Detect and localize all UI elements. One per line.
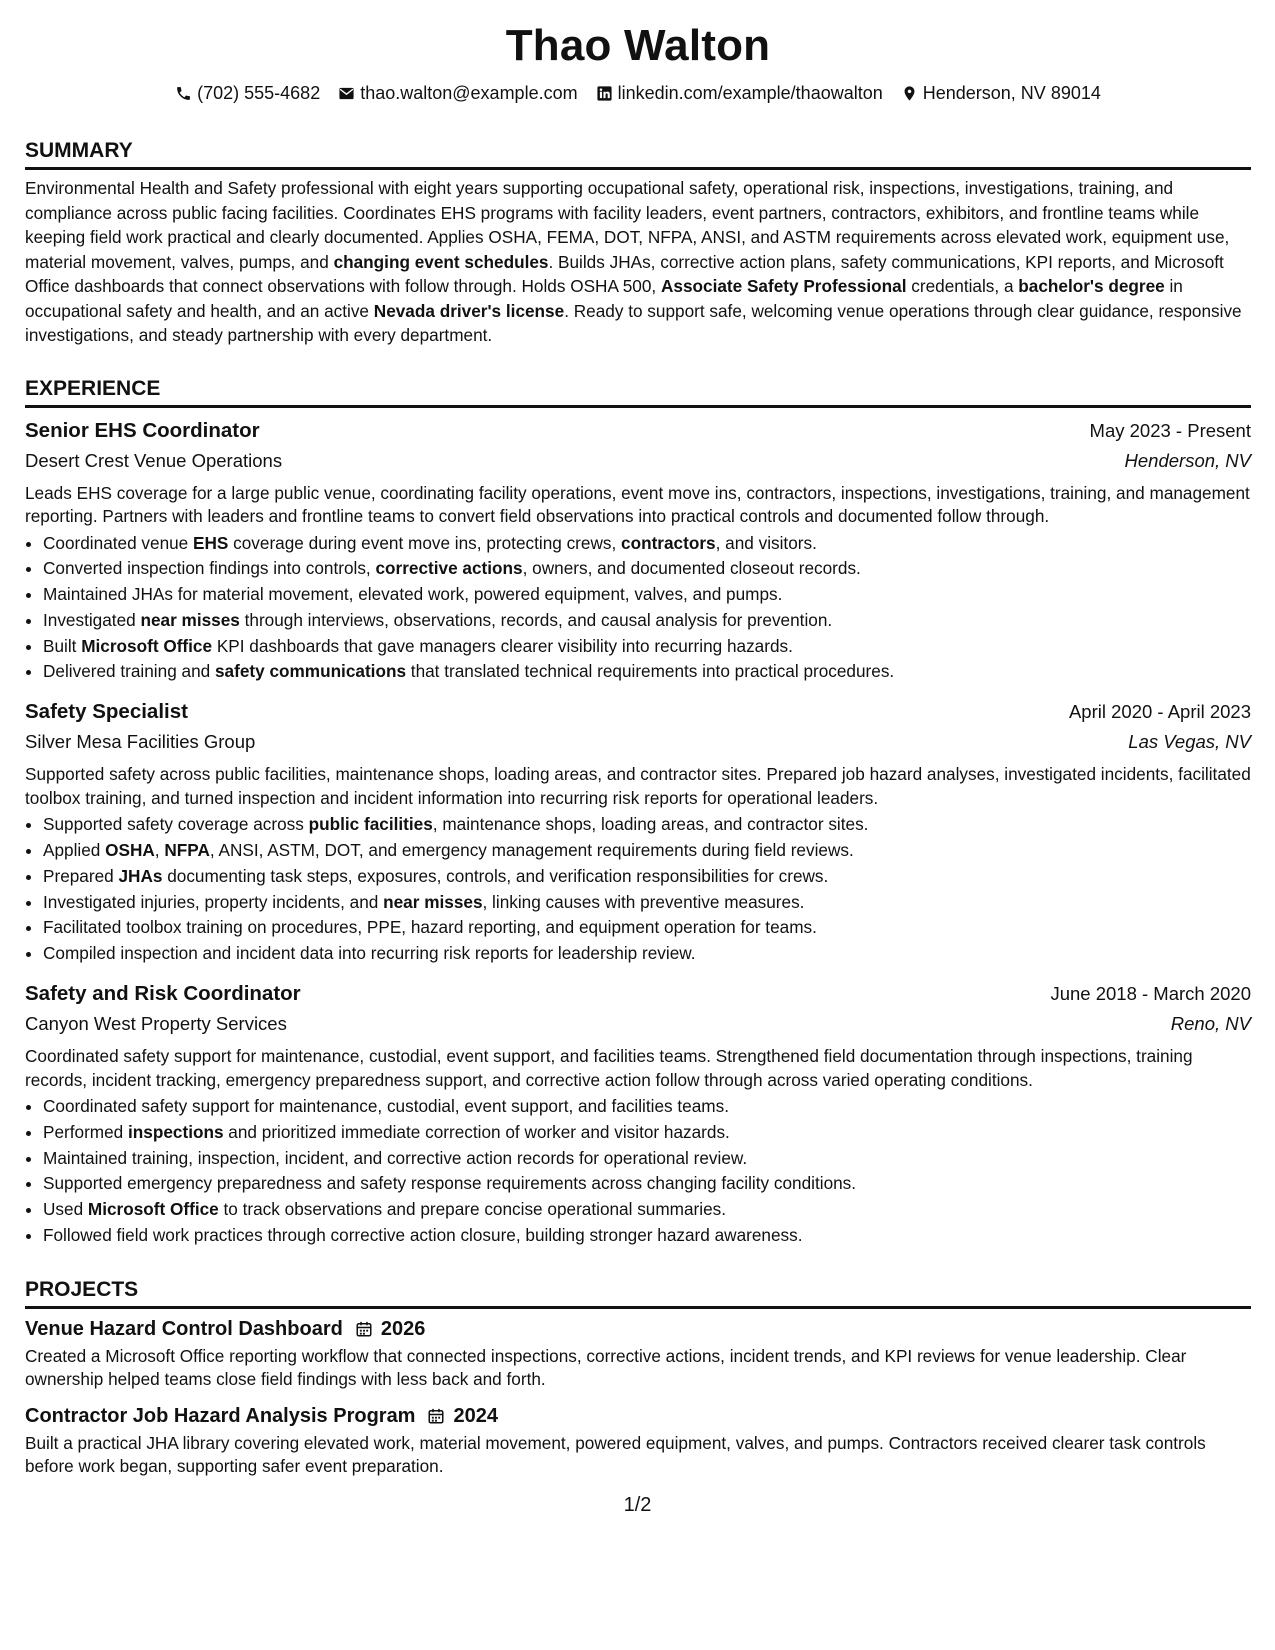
contact-phone-text: (702) 555-4682	[197, 83, 321, 103]
projects-section	[25, 1277, 1251, 1479]
bullet-item: • Converted inspection findings into controls, corrective actions, owners, and documented closeout records.	[43, 556, 1251, 582]
contact-email-text[interactable]: thao.walton@example.com	[360, 83, 578, 103]
bullet-item: • Coordinated venue EHS coverage during event move ins, protecting crews, contractors, and visitors.	[43, 531, 1251, 557]
candidate-name: Thao Walton	[505, 21, 771, 70]
job-entry	[25, 979, 1251, 1249]
bullet-item: • Delivered training and safety communications that translated technical requirements into practical procedures.	[43, 659, 1251, 685]
bullet-item: • Used Microsoft Office to track observations and prepare concise operational summaries.	[43, 1197, 1251, 1223]
job-entry	[25, 416, 1251, 686]
job-dates: May 2023 - Present	[1089, 419, 1251, 441]
job-location: Las Vegas, NV	[1128, 731, 1251, 753]
bullet-item: • Prepared JHAs documenting task steps, exposures, controls, and verification responsibilities for crews.	[43, 864, 1251, 890]
job-company: Desert Crest Venue Operations	[25, 449, 283, 471]
job-description: Coordinated safety support for maintenance, custodial, event support, and facilities teams. Strengthened field documentation through inspections, training records, incident tracking, emergency preparedness support, and corrective action follow through across varied operating conditions.	[25, 1046, 1193, 1090]
contact-location-text: Henderson, NV 89014	[922, 83, 1101, 103]
contact-bar	[25, 80, 1251, 106]
project-description: Created a Microsoft Office reporting workflow that connected inspections, corrective actions, incident trends, and KPI reviews for venue leadership. Clear ownership helped teams close field findings with less back and forth.	[25, 1345, 1187, 1390]
section-title-projects: PROJECTS	[25, 1277, 1251, 1309]
job-company: Canyon West Property Services	[25, 1013, 287, 1035]
contact-linkedin[interactable]	[596, 80, 883, 106]
location-pin-icon	[901, 85, 918, 102]
bullet-item: • Supported safety coverage across public facilities, maintenance shops, loading areas, and contractor sites.	[43, 812, 1251, 838]
job-company: Silver Mesa Facilities Group	[25, 731, 256, 753]
bullet-item: • Facilitated toolbox training on procedures, PPE, hazard reporting, and equipment operation for teams.	[43, 915, 1251, 941]
job-entry	[25, 697, 1251, 967]
bullet-item: • Investigated near misses through interviews, observations, records, and causal analysis for prevention.	[43, 608, 1251, 634]
job-title: Senior EHS Coordinator	[25, 418, 260, 442]
job-location: Reno, NV	[1170, 1013, 1251, 1035]
experience-section	[25, 376, 1251, 1249]
bullet-item: • Performed inspections and prioritized immediate correction of worker and visitor hazards.	[43, 1120, 1251, 1146]
job-title: Safety Specialist	[25, 700, 188, 724]
page-number: 1/2	[623, 1494, 652, 1516]
contact-linkedin-text[interactable]: linkedin.com/example/thaowalton	[617, 83, 883, 103]
job-description: Supported safety across public facilities, maintenance shops, loading areas, and contractor sites. Prepared job hazard analyses, investigated incidents, facilitated toolbox training, and turned inspection and incident information into recurring risk reports for operational leaders.	[25, 764, 1251, 808]
bullet-item: • Supported emergency preparedness and safety response requirements across changing facility conditions.	[43, 1171, 1251, 1197]
job-dates: June 2018 - March 2020	[1050, 983, 1251, 1005]
contact-phone	[175, 80, 320, 106]
section-title-summary: SUMMARY	[25, 138, 1251, 170]
contact-location	[901, 80, 1101, 106]
job-title: Safety and Risk Coordinator	[25, 982, 301, 1006]
job-bullets	[25, 812, 1251, 967]
job-location: Henderson, NV	[1124, 449, 1251, 471]
envelope-icon	[338, 85, 355, 102]
project-entry	[25, 1315, 1251, 1392]
bullet-item: • Maintained JHAs for material movement, elevated work, powered equipment, valves, and pumps.	[43, 582, 1251, 608]
project-description: Built a practical JHA library covering elevated work, material movement, powered equipment, valves, and pumps. Contractors received clearer task controls before work began, supporting safer event preparation.	[25, 1432, 1206, 1477]
calendar-icon	[427, 1407, 445, 1425]
summary-section	[25, 138, 1251, 348]
bullet-item: • Investigated injuries, property incidents, and near misses, linking causes with preventive measures.	[43, 890, 1251, 916]
project-entry	[25, 1402, 1251, 1479]
bullet-item: • Compiled inspection and incident data into recurring risk reports for leadership review.	[43, 941, 1251, 967]
project-year: 2024	[453, 1404, 498, 1427]
phone-icon	[175, 85, 192, 102]
summary-text: Environmental Health and Safety professional with eight years supporting occupational safety, operational risk, inspections, investigations, training, and compliance across public facing facilities. Coordinates EHS programs with facility leaders, event partners, contractors, exhibitors, and frontline teams while keeping field work practical and clearly documented. Applies OSHA, FEMA, DOT, NFPA, ANSI, and ASTM requirements across elevated work, equipment use, material movement, valves, pumps, and changing event schedules. Builds JHAs, corrective action plans, safety communications, KPI reports, and Microsoft Office dashboards that connect observations with follow through. Holds OSHA 500, Associate Safety Professional credentials, a bachelor's degree in occupational safety and health, and an active Nevada driver's license. Ready to support safe, welcoming venue operations through clear guidance, responsive investigations, and steady partnership with every department.	[25, 178, 1242, 345]
resume-page	[25, 18, 1251, 1479]
bullet-item: • Built Microsoft Office KPI dashboards that gave managers clearer visibility into recurring hazards.	[43, 634, 1251, 660]
bullet-item: • Applied OSHA, NFPA, ANSI, ASTM, DOT, and emergency management requirements during field reviews.	[43, 838, 1251, 864]
project-year: 2026	[380, 1317, 426, 1340]
job-bullets	[25, 531, 1251, 686]
bullet-item: • Followed field work practices through corrective action closure, building stronger hazard awareness.	[43, 1223, 1251, 1249]
section-title-experience: EXPERIENCE	[25, 376, 1251, 408]
project-title: Venue Hazard Control Dashboard	[25, 1317, 343, 1340]
bullet-item: • Coordinated safety support for maintenance, custodial, event support, and facilities teams.	[43, 1094, 1251, 1120]
job-dates: April 2020 - April 2023	[1068, 701, 1251, 723]
bullet-item: • Maintained training, inspection, incident, and corrective action records for operational review.	[43, 1146, 1251, 1172]
job-description: Leads EHS coverage for a large public venue, coordinating facility operations, event move ins, contractors, inspections, investigations, training, and management reporting. Partners with leaders and frontline teams to convert field observations into practical controls and documented follow through.	[25, 482, 1250, 526]
project-title: Contractor Job Hazard Analysis Program	[25, 1404, 416, 1427]
contact-email[interactable]	[338, 80, 577, 106]
calendar-icon	[355, 1320, 373, 1338]
job-bullets	[25, 1094, 1251, 1249]
linkedin-icon	[596, 85, 613, 102]
